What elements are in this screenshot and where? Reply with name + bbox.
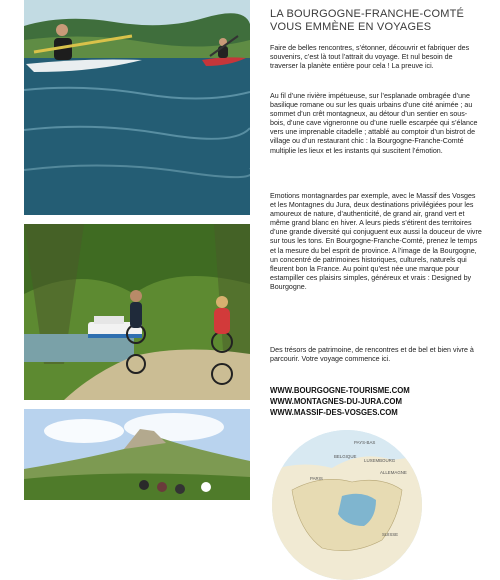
paragraph-closing: Des trésors de patrimoine, de rencontres et de bel et bien vivre à parcourir. Votre voyage commence ici. — [270, 346, 474, 364]
link-massif-des-vosges[interactable]: WWW.MASSIF-DES-VOSGES.COM — [270, 408, 398, 417]
website-links — [270, 385, 482, 418]
paragraph-intro: Faire de belles rencontres, s’étonner, découvrir et fabriquer des souvenirs, c’est là tout l’attrait du voyage. Et nul besoin de traverser la planète entière pour cela ! La preuve ici. — [270, 44, 470, 71]
photo-canal-cyclists — [24, 224, 250, 400]
map-label-belgique: BELGIQUE — [334, 454, 357, 459]
headline-line-2: VOUS EMMÈNE EN VOYAGES — [270, 21, 432, 33]
photo-vineyard-rock — [24, 409, 250, 500]
headline-line-1: LA BOURGOGNE-FRANCHE-COMTÉ — [270, 8, 465, 20]
map-label-pays-bas: PAYS-BAS — [354, 440, 376, 445]
map-graphic — [272, 430, 422, 580]
canal-scene-graphic — [24, 224, 250, 400]
page-headline — [270, 8, 482, 34]
map-label-allemagne: ALLEMAGNE — [380, 470, 407, 475]
kayak-scene-graphic — [24, 0, 250, 215]
map-label-paris: PARIS — [310, 476, 323, 481]
paragraph-mountains: Emotions montagnardes par exemple, avec le Massif des Vosges et les Montagnes du Jura, deux destinations privilégiées pour les amoureux de nature, d’authenticité, de grand air, grand vert et même grand blanc en hiver. A leurs pieds s’étirent des territoires d’une grande diversité qui conjuguent eux aussi la douceur de vivre sur tous les tons. En Bourgogne-Franche-Comté, prenez le temps et la mesure du bel esprit de province. A l’image de la Bourgogne, un concentré de patrimoines historiques, culturels, naturels qui fleurent bon la France. Au point qu’est née une marque pour estampiller ces plaisirs simples, généreux et vrais : Designed by Bourgogne. — [270, 192, 482, 291]
link-montagnes-du-jura[interactable]: WWW.MONTAGNES-DU-JURA.COM — [270, 397, 402, 406]
vineyard-scene-graphic — [24, 409, 250, 500]
link-bourgogne-tourisme[interactable]: WWW.BOURGOGNE-TOURISME.COM — [270, 386, 410, 395]
paragraph-places: Au fil d’une rivière impétueuse, sur l’esplanade ombragée d’une basilique romane ou sur les quais urbains d’une cité animée ; au sommet d’un crêt montagneux, au détour d’un sentier en sous-bois, d’une cave vigneronne ou d’une ruelle escarpée qui s’élance vers une imprenable citadelle ; attablé au comptoir d’un bistrot de village ou d’un restaurant chic : la Bourgogne-Franche-Comté multiplie les lieux et les instants qui suscitent l’émotion. — [270, 92, 478, 155]
photo-kayakers — [24, 0, 250, 215]
map-label-suisse: SUISSE — [382, 532, 399, 537]
region-map — [272, 430, 422, 580]
map-label-luxembourg: LUXEMBOURG — [364, 458, 396, 463]
